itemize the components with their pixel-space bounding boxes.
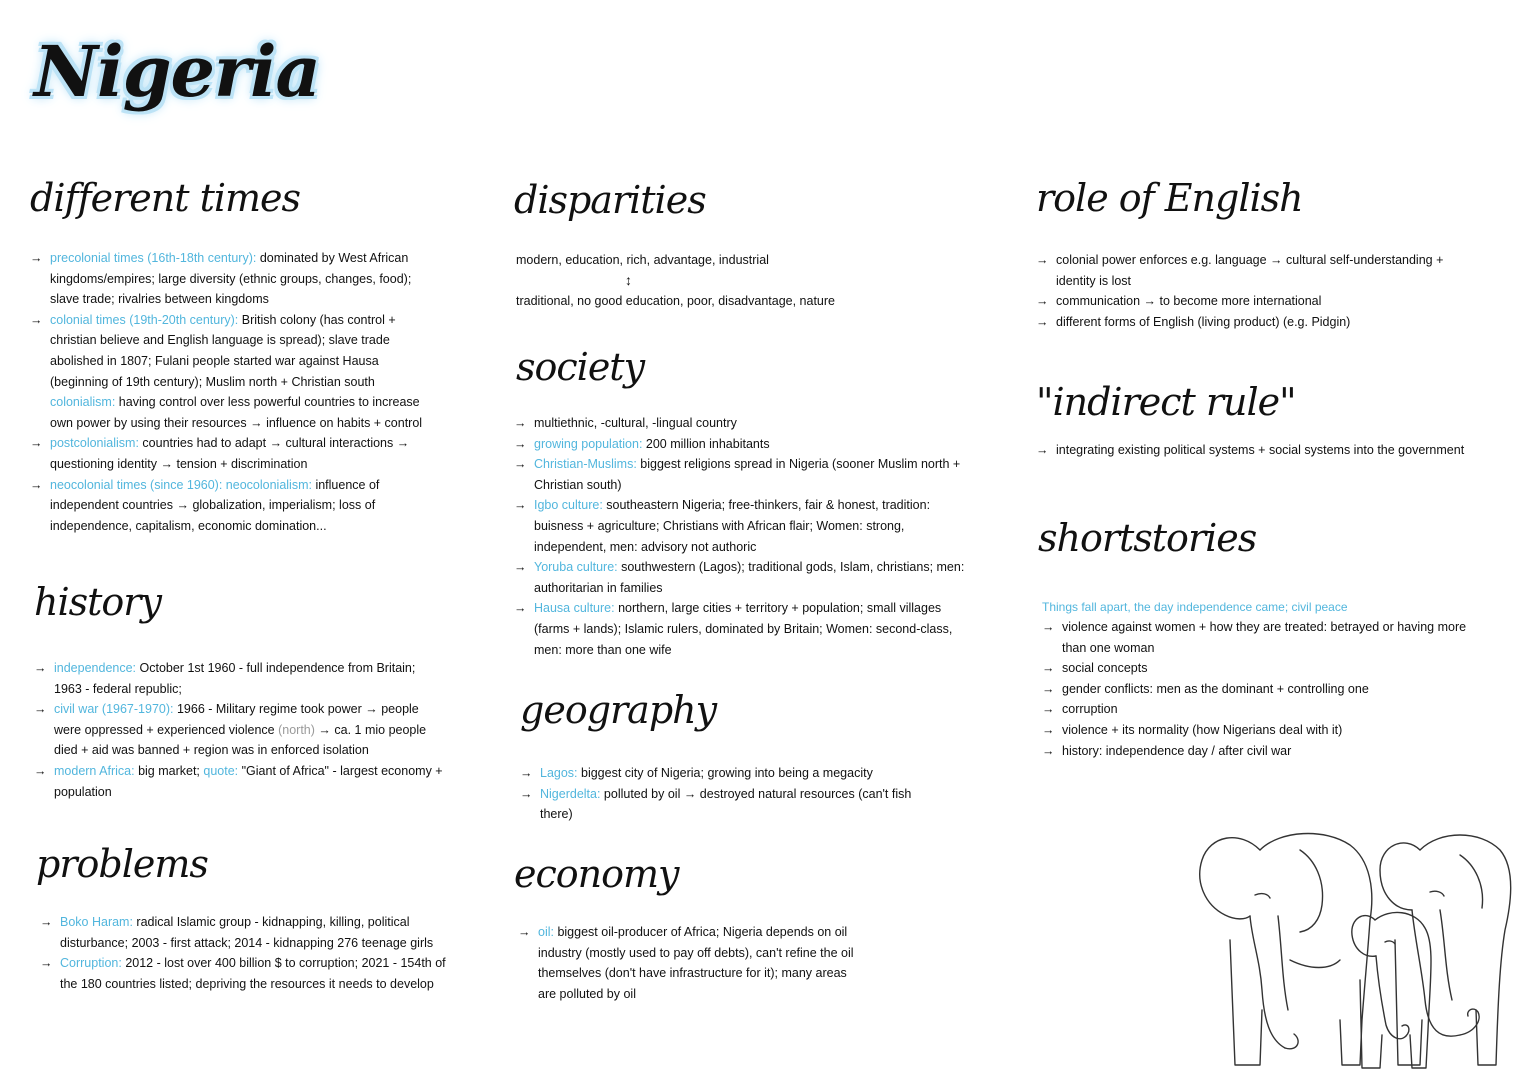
list-item: → corruption: [1042, 699, 1482, 720]
elephants-drawing: [1190, 820, 1520, 1075]
list-item: → civil war (1967-1970): 1966 - Military regime took power → people were oppressed + experienced violence (north) → ca. 1 mio people died + aid was banned + region was in enforced isolation: [34, 699, 444, 761]
list-item: → multiethnic, -cultural, -lingual country: [514, 413, 974, 434]
list-item: → violence + its normality (how Nigerians deal with it): [1042, 720, 1482, 741]
list-problems: [40, 912, 460, 994]
list-item: → Corruption: 2012 - lost over 400 billion $ to corruption; 2021 - 154th of the 180 countries listed; depriving the resources it needs to develop: [40, 953, 460, 994]
list-item: → oil: biggest oil-producer of Africa; Nigeria depends on oil industry (mostly used to pay off debts), can't refine the oil themselves (don't have infrastructure for it); many areas are polluted by oil: [518, 922, 868, 1004]
heading-geography: geography: [520, 688, 717, 732]
list-item: → independence: October 1st 1960 - full independence from Britain; 1963 - federal republic;: [34, 658, 444, 699]
list-item: → precolonial times (16th-18th century): dominated by West African kingdoms/empires; large diversity (ethnic groups, changes, food); slave trade; rivalries between kingdoms: [30, 248, 440, 310]
list-shortstories: [1042, 617, 1482, 761]
list-different-times: [30, 248, 440, 536]
list-society: [514, 413, 974, 660]
list-item: → colonial times (19th-20th century): British colony (has control + christian believe and English language is spread); slave trade abolished in 1807; Fulani people started war against Hausa (beginning of 19th century); Muslim north + Christian south: [30, 310, 440, 392]
page-title: Nigeria: [34, 30, 320, 113]
list-economy: [518, 922, 868, 1004]
list-item: → modern Africa: big market; quote: "Giant of Africa" - largest economy + population: [34, 761, 444, 802]
heading-indirect-rule: "indirect rule": [1036, 380, 1296, 424]
list-item: → Igbo culture: southeastern Nigeria; free-thinkers, fair & honest, tradition: buisness + agriculture; Christians with African flair; Women: strong, independent, men: advisory not authoric: [514, 495, 974, 557]
heading-history: history: [34, 580, 161, 624]
list-role-of-english: [1036, 250, 1466, 332]
list-item: → different forms of English (living product) (e.g. Pidgin): [1036, 312, 1466, 333]
heading-role-of-english: role of English: [1036, 176, 1303, 220]
list-item: → history: independence day / after civil war: [1042, 741, 1482, 762]
list-item: → Yoruba culture: southwestern (Lagos); traditional gods, Islam, christians; men: authoritarian in families: [514, 557, 974, 598]
list-item: → postcolonialism: countries had to adapt → cultural interactions → questioning identity → tension + discrimination: [30, 433, 440, 474]
list-item: → Christian-Muslims: biggest religions spread in Nigeria (sooner Muslim north + Christian south): [514, 454, 974, 495]
list-indirect-rule: [1036, 440, 1516, 461]
list-item: → Hausa culture: northern, large cities + territory + population; small villages (farms + lands); Islamic rulers, dominated by Britain; Women: second-class, men: more than one wife: [514, 598, 974, 660]
list-history: [34, 658, 444, 802]
list-item: → integrating existing political systems + social systems into the government: [1036, 440, 1516, 461]
list-item: → social concepts: [1042, 658, 1482, 679]
heading-society: society: [516, 345, 645, 389]
list-item: → violence against women + how they are treated: betrayed or having more than one woman: [1042, 617, 1482, 658]
heading-disparities: disparities: [514, 178, 706, 222]
list-item: → neocolonial times (since 1960): neocolonialism: influence of independent countries → globalization, imperialism; loss of independence, capitalism, economic domination...: [30, 475, 440, 537]
list-item: → communication → to become more international: [1036, 291, 1466, 312]
list-item: → gender conflicts: men as the dominant + controlling one: [1042, 679, 1482, 700]
heading-different-times: different times: [30, 176, 301, 220]
list-geography: [520, 763, 920, 825]
elephant-right: [1380, 835, 1511, 1065]
list-item: → colonial power enforces e.g. language → cultural self-understanding + identity is lost: [1036, 250, 1466, 291]
elephant-left: [1200, 834, 1372, 1065]
list-item: → Nigerdelta: polluted by oil → destroyed natural resources (can't fish there): [520, 784, 920, 825]
list-item: → Boko Haram: radical Islamic group - kidnapping, killing, political disturbance; 2003 - first attack; 2014 - kidnapping 276 teenage girls: [40, 912, 460, 953]
disparities-modern: modern, education, rich, advantage, industrial: [516, 253, 769, 267]
arrow-up-down-icon: ↕: [625, 272, 632, 288]
heading-problems: problems: [36, 842, 208, 886]
heading-economy: economy: [514, 852, 679, 896]
shortstories-subtitle: Things fall apart, the day independence came; civil peace: [1042, 600, 1348, 614]
heading-shortstories: shortstories: [1038, 516, 1257, 560]
disparities-traditional: traditional, no good education, poor, disadvantage, nature: [516, 294, 835, 308]
definition-item: colonialism: having control over less powerful countries to increase own power by using their resources → influence on habits + control: [50, 395, 423, 430]
list-item: → growing population: 200 million inhabitants: [514, 434, 974, 455]
list-item: → Lagos: biggest city of Nigeria; growing into being a megacity: [520, 763, 920, 784]
